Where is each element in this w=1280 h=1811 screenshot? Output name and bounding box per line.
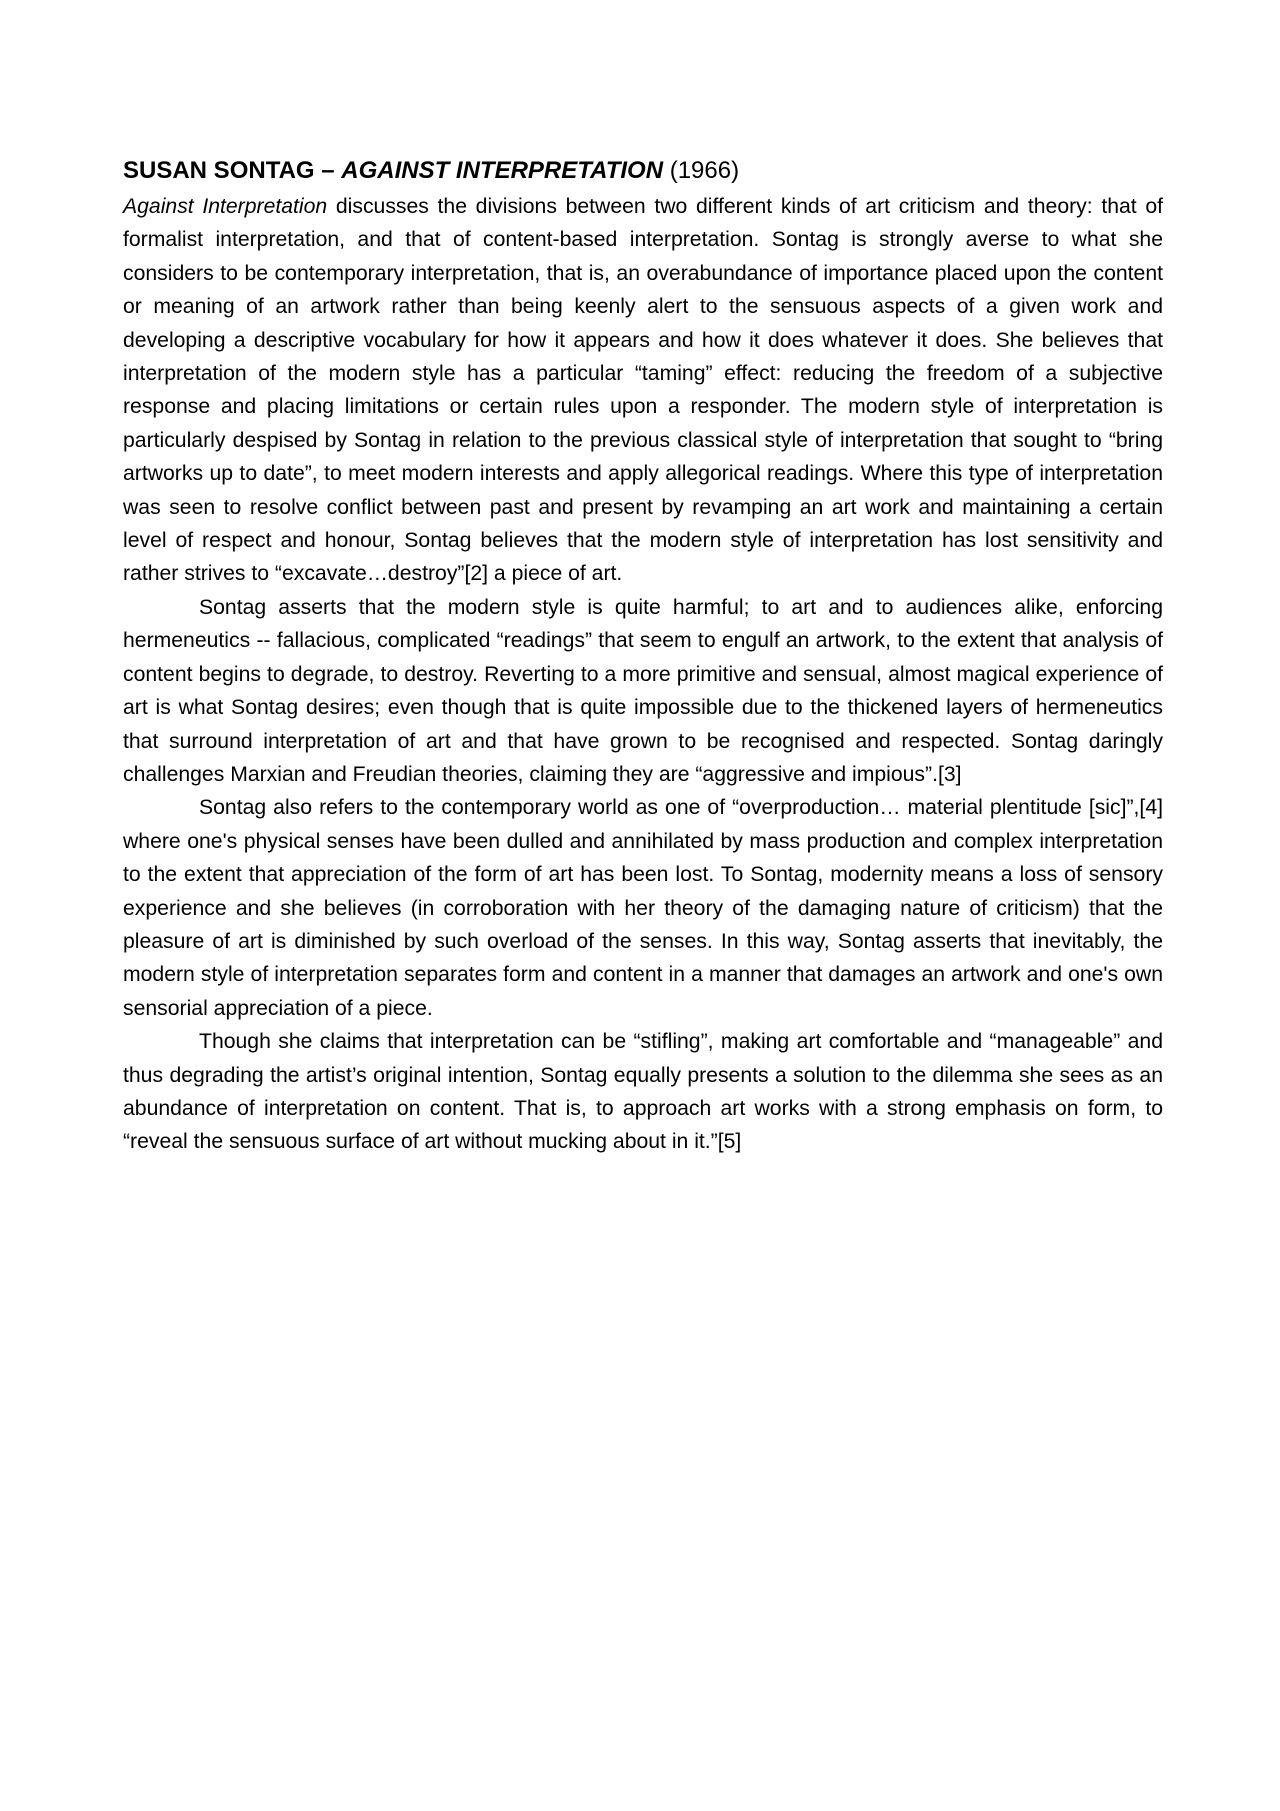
paragraph-2 bbox=[123, 591, 1163, 791]
paragraph-1-text: discusses the divisions between two different kinds of art criticism and theory: that of formalist interpretation, and that of content-based interpretation. Sontag is strongly averse to what she considers to be contemporary interpretation, that is, an overabundance of importance placed upon the content or meaning of an artwork rather than being keenly alert to the sensuous aspects of a given work and developing a descriptive vocabulary for how it appears and how it does whatever it does. She believes that interpretation of the modern style has a particular “taming” effect: reducing the freedom of a subjective response and placing limitations or certain rules upon a responder. The modern style of interpretation is particularly despised by Sontag in relation to the previous classical style of interpretation that sought to “bring artworks up to date”, to meet modern interests and apply allegorical readings. Where this type of interpretation was seen to resolve conflict between past and present by revamping an art work and maintaining a certain level of respect and honour, Sontag believes that the modern style of interpretation has lost sensitivity and rather strives to “excavate…destroy”[2] a piece of art. bbox=[123, 195, 1163, 586]
paragraph-3-text: Sontag also refers to the contemporary world as one of “overproduction… material plentitude [sic]”,[4] where one's physical senses have been dulled and annihilated by mass production and complex interpretation to the extent that appreciation of the form of art has been lost. To Sontag, modernity means a loss of sensory experience and she believes (in corroboration with her theory of the damaging nature of criticism) that the pleasure of art is diminished by such overload of the senses. In this way, Sontag asserts that inevitably, the modern style of interpretation separates form and content in a manner that damages an artwork and one's own sensorial appreciation of a piece. bbox=[123, 796, 1163, 1020]
title-work: AGAINST INTERPRETATION bbox=[341, 157, 664, 184]
paragraph-2-text: Sontag asserts that the modern style is quite harmful; to art and to audiences alike, enforcing hermeneutics -- fallacious, complicated “readings” that seem to engulf an artwork, to the extent that analysis of content begins to degrade, to destroy. Reverting to a more primitive and sensual, almost magical experience of art is what Sontag desires; even though that is quite impossible due to the thickened layers of hermeneutics that surround interpretation of art and that have grown to be recognised and respected. Sontag daringly challenges Marxian and Freudian theories, claiming they are “aggressive and impious”.[3] bbox=[123, 595, 1163, 786]
paragraph-1 bbox=[123, 190, 1163, 591]
document-title bbox=[123, 154, 1163, 188]
paragraph-4 bbox=[123, 1025, 1163, 1159]
title-year: (1966) bbox=[663, 157, 740, 184]
document-page bbox=[123, 154, 1163, 1159]
paragraph-4-text: Though she claims that interpretation can be “stifling”, making art comfortable and “manageable” and thus degrading the artist’s original intention, Sontag equally presents a solution to the dilemma she sees as an abundance of interpretation on content. That is, to approach art works with a strong emphasis on form, to “reveal the sensuous surface of art without mucking about in it.”[5] bbox=[123, 1030, 1163, 1154]
title-author: SUSAN SONTAG – bbox=[123, 157, 342, 184]
paragraph-3 bbox=[123, 791, 1163, 1025]
paragraph-1-lead: Against Interpretation bbox=[123, 195, 328, 218]
